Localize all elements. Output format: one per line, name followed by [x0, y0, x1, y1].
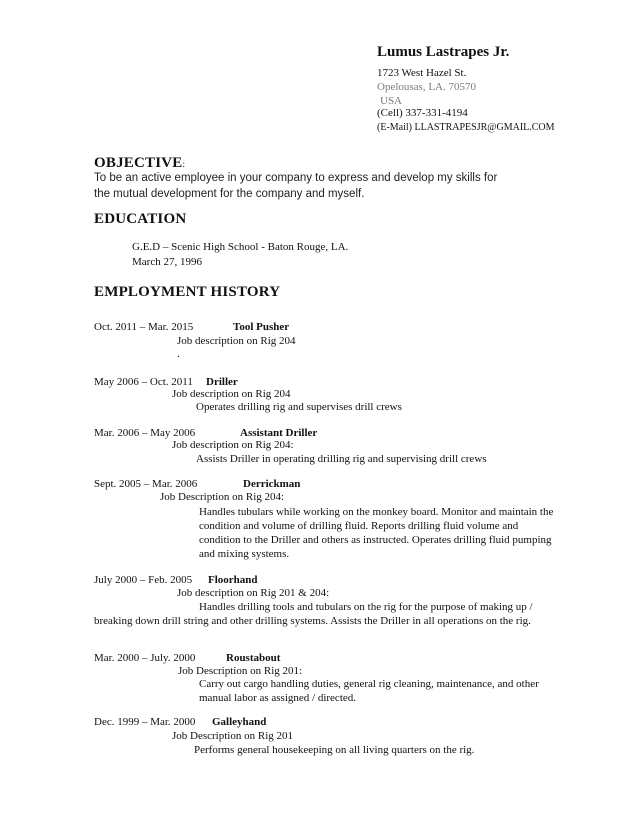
- job-dates: Sept. 2005 – Mar. 2006: [94, 478, 198, 490]
- job-dates: Oct. 2011 – Mar. 2015: [94, 321, 194, 333]
- job-subtitle: Job Description on Rig 201: [172, 730, 293, 742]
- job-description-line: Carry out cargo handling duties, general rig cleaning, maintenance, and other: [199, 678, 539, 690]
- employment-heading: EMPLOYMENT HISTORY: [94, 284, 281, 300]
- job-description-line: condition to the Driller and others as instructed. Operates drilling fluid pumping: [199, 534, 552, 546]
- objective-line-1: To be an active employee in your company to express and develop my skills for: [94, 172, 498, 184]
- job-description-line: Performs general housekeeping on all living quarters on the rig.: [194, 744, 475, 756]
- job-title: Tool Pusher: [233, 321, 290, 333]
- job-description-line: condition and volume of drilling fluid. Reports drilling fluid volume and: [199, 520, 519, 532]
- email-line: (E-Mail) LLASTRAPESJR@GMAIL.COM: [377, 122, 555, 133]
- education-line-1: G.E.D – Scenic High School - Baton Rouge, LA.: [132, 241, 349, 253]
- job-subtitle: Job Description on Rig 201:: [178, 665, 303, 677]
- objective-colon: :: [182, 159, 186, 169]
- job-dates: May 2006 – Oct. 2011: [94, 376, 193, 388]
- job-title: Galleyhand: [212, 716, 267, 728]
- job-dates: Dec. 1999 – Mar. 2000: [94, 716, 196, 728]
- objective-title: OBJECTIVE: [94, 155, 183, 171]
- job-subtitle: Job Description on Rig 204:: [160, 491, 285, 503]
- country-line: USA: [380, 95, 403, 107]
- job-subtitle: Job description on Rig 204:: [172, 439, 294, 451]
- job-subtitle: Job description on Rig 204: [177, 335, 296, 347]
- job-title: Floorhand: [208, 574, 258, 586]
- job-title: Driller: [206, 376, 238, 388]
- job-dates: Mar. 2006 – May 2006: [94, 427, 196, 439]
- city-line: Opelousas, LA. 70570: [377, 81, 476, 93]
- job-description-line: Operates drilling rig and supervises drill crews: [196, 401, 402, 413]
- job-description-line: Handles drilling tools and tubulars on the rig for the purpose of making up /: [199, 601, 533, 613]
- job-subtitle: Job description on Rig 201 & 204:: [177, 587, 330, 599]
- education-heading: EDUCATION: [94, 211, 187, 227]
- education-line-2: March 27, 1996: [132, 256, 202, 268]
- address-line: 1723 West Hazel St.: [377, 67, 467, 79]
- job-description-line: Handles tubulars while working on the monkey board. Monitor and maintain the: [199, 506, 554, 518]
- job-dates: July 2000 – Feb. 2005: [94, 574, 193, 586]
- job-description-line: Assists Driller in operating drilling rig and supervising drill crews: [196, 453, 487, 465]
- job-description-line: and mixing systems.: [199, 548, 290, 560]
- job-description-line: .: [177, 348, 180, 360]
- objective-line-2: the mutual development for the company and myself.: [94, 188, 365, 200]
- objective-heading: [94, 155, 185, 172]
- job-subtitle: Job description on Rig 204: [172, 388, 291, 400]
- job-dates: Mar. 2000 – July. 2000: [94, 652, 196, 664]
- phone-line: (Cell) 337-331-4194: [377, 107, 468, 119]
- job-title: Derrickman: [243, 478, 301, 490]
- job-title: Assistant Driller: [240, 427, 318, 439]
- resume-name: Lumus Lastrapes Jr.: [377, 44, 510, 60]
- job-description-line: manual labor as assigned / directed.: [199, 692, 357, 704]
- job-description-line: breaking down drill string and other drilling systems. Assists the Driller in all operations on the rig.: [94, 615, 531, 627]
- job-title: Roustabout: [226, 652, 281, 664]
